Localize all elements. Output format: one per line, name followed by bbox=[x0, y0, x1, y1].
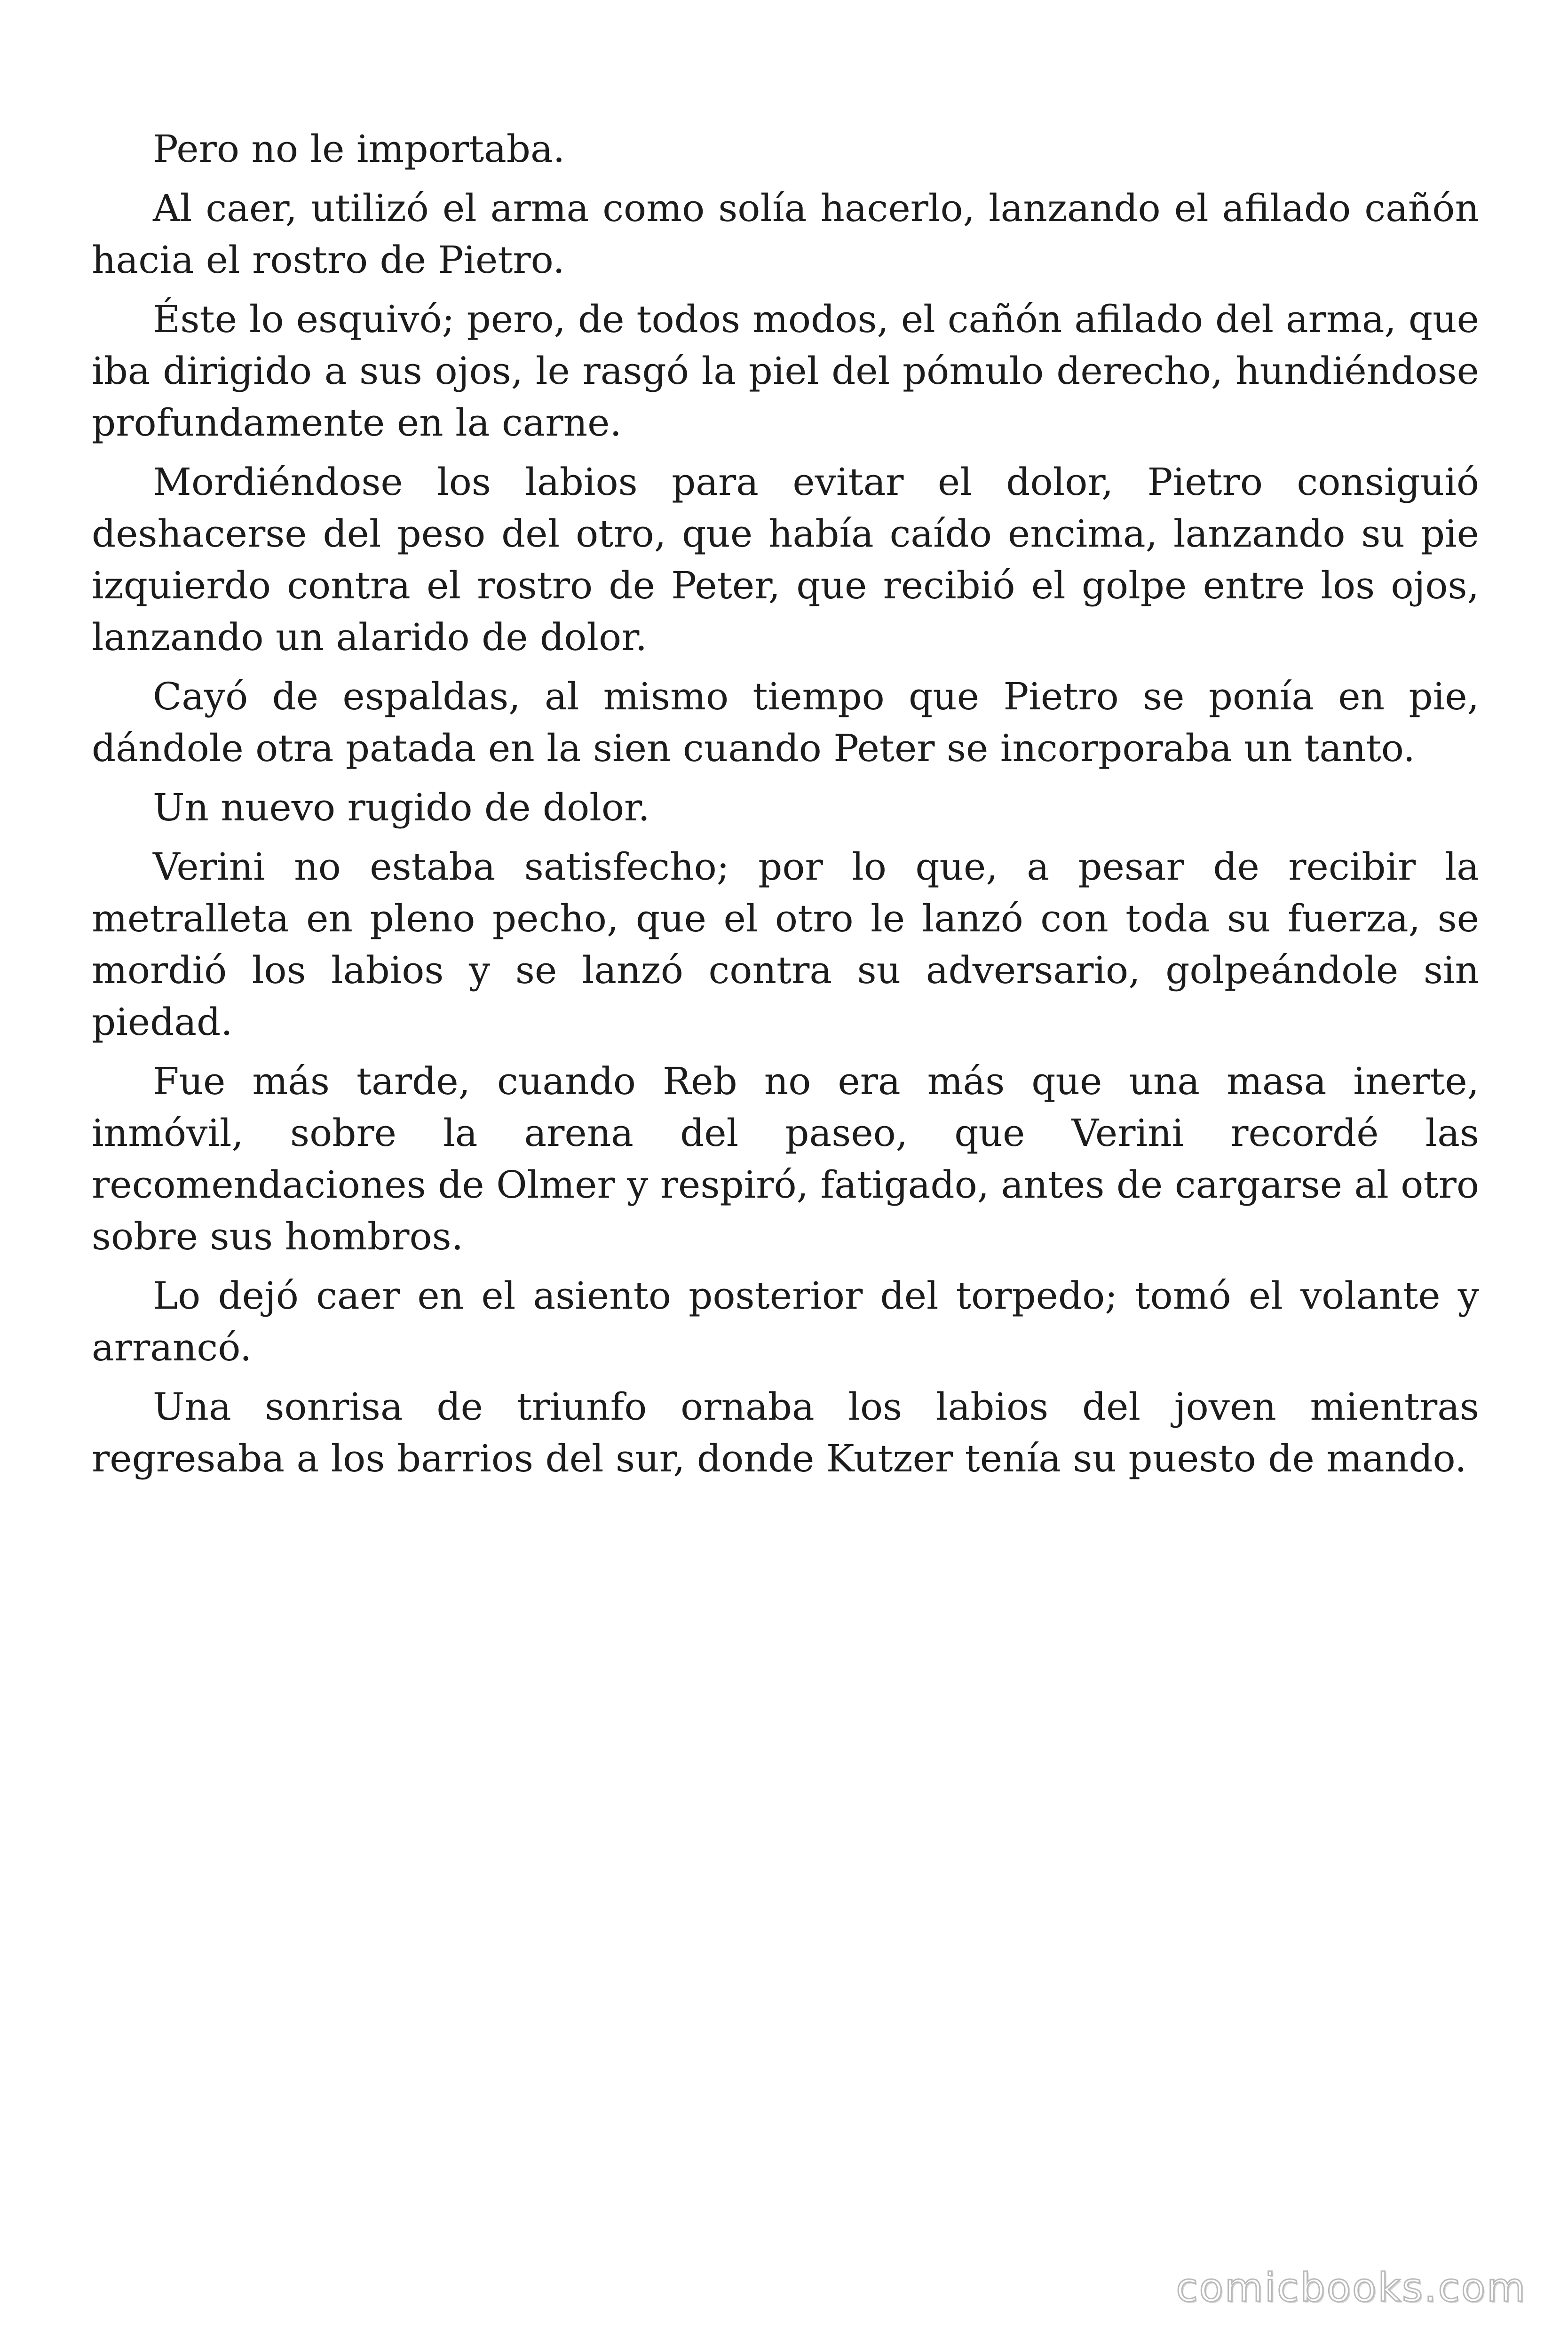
paragraph-4: Mordiéndose los labios para evitar el dolor, Pietro consiguió deshacerse del peso del otro, que había caído encima, lanzando su pie izquierdo contra el rostro de Peter, que recibió el golpe entre los ojos, lanzando un alarido de dolor. bbox=[92, 460, 1479, 659]
paragraph-5: Cayó de espaldas, al mismo tiempo que Pietro se ponía en pie, dándole otra patada en la sien cuando Peter se incorporaba un tanto. bbox=[92, 675, 1479, 770]
paragraph-6: Un nuevo rugido de dolor. bbox=[153, 786, 650, 829]
paragraph-2: Al caer, utilizó el arma como solía hacerlo, lanzando el afilado cañón hacia el rostro de Pietro. bbox=[92, 186, 1479, 282]
paragraph-1: Pero no le importaba. bbox=[153, 127, 565, 171]
watermark-text: comicbooks.com bbox=[1176, 2265, 1527, 2311]
paragraph-7: Verini no estaba satisfecho; por lo que, a pesar de recibir la metralleta en pleno pecho, que el otro le lanzó con toda su fuerza, se mordió los labios y se lanzó contra su adversario, golpeándole sin piedad. bbox=[92, 845, 1479, 1044]
paragraph-3: Éste lo esquivó; pero, de todos modos, el cañón afilado del arma, que iba dirigido a sus ojos, le rasgó la piel del pómulo derecho, hundiéndose profundamente en la carne. bbox=[92, 297, 1479, 445]
body-text bbox=[92, 123, 1479, 1492]
paragraph-10: Una sonrisa de triunfo ornaba los labios del joven mientras regresaba a los barrios del sur, donde Kutzer tenía su puesto de mando. bbox=[92, 1385, 1479, 1480]
paragraph-8: Fue más tarde, cuando Reb no era más que una masa inerte, inmóvil, sobre la arena del paseo, que Verini recordé las recomendaciones de Olmer y respiró, fatigado, antes de cargarse al otro sobre sus hombros. bbox=[92, 1059, 1479, 1258]
paragraph-9: Lo dejó caer en el asiento posterior del torpedo; tomó el volante y arrancó. bbox=[92, 1274, 1479, 1369]
